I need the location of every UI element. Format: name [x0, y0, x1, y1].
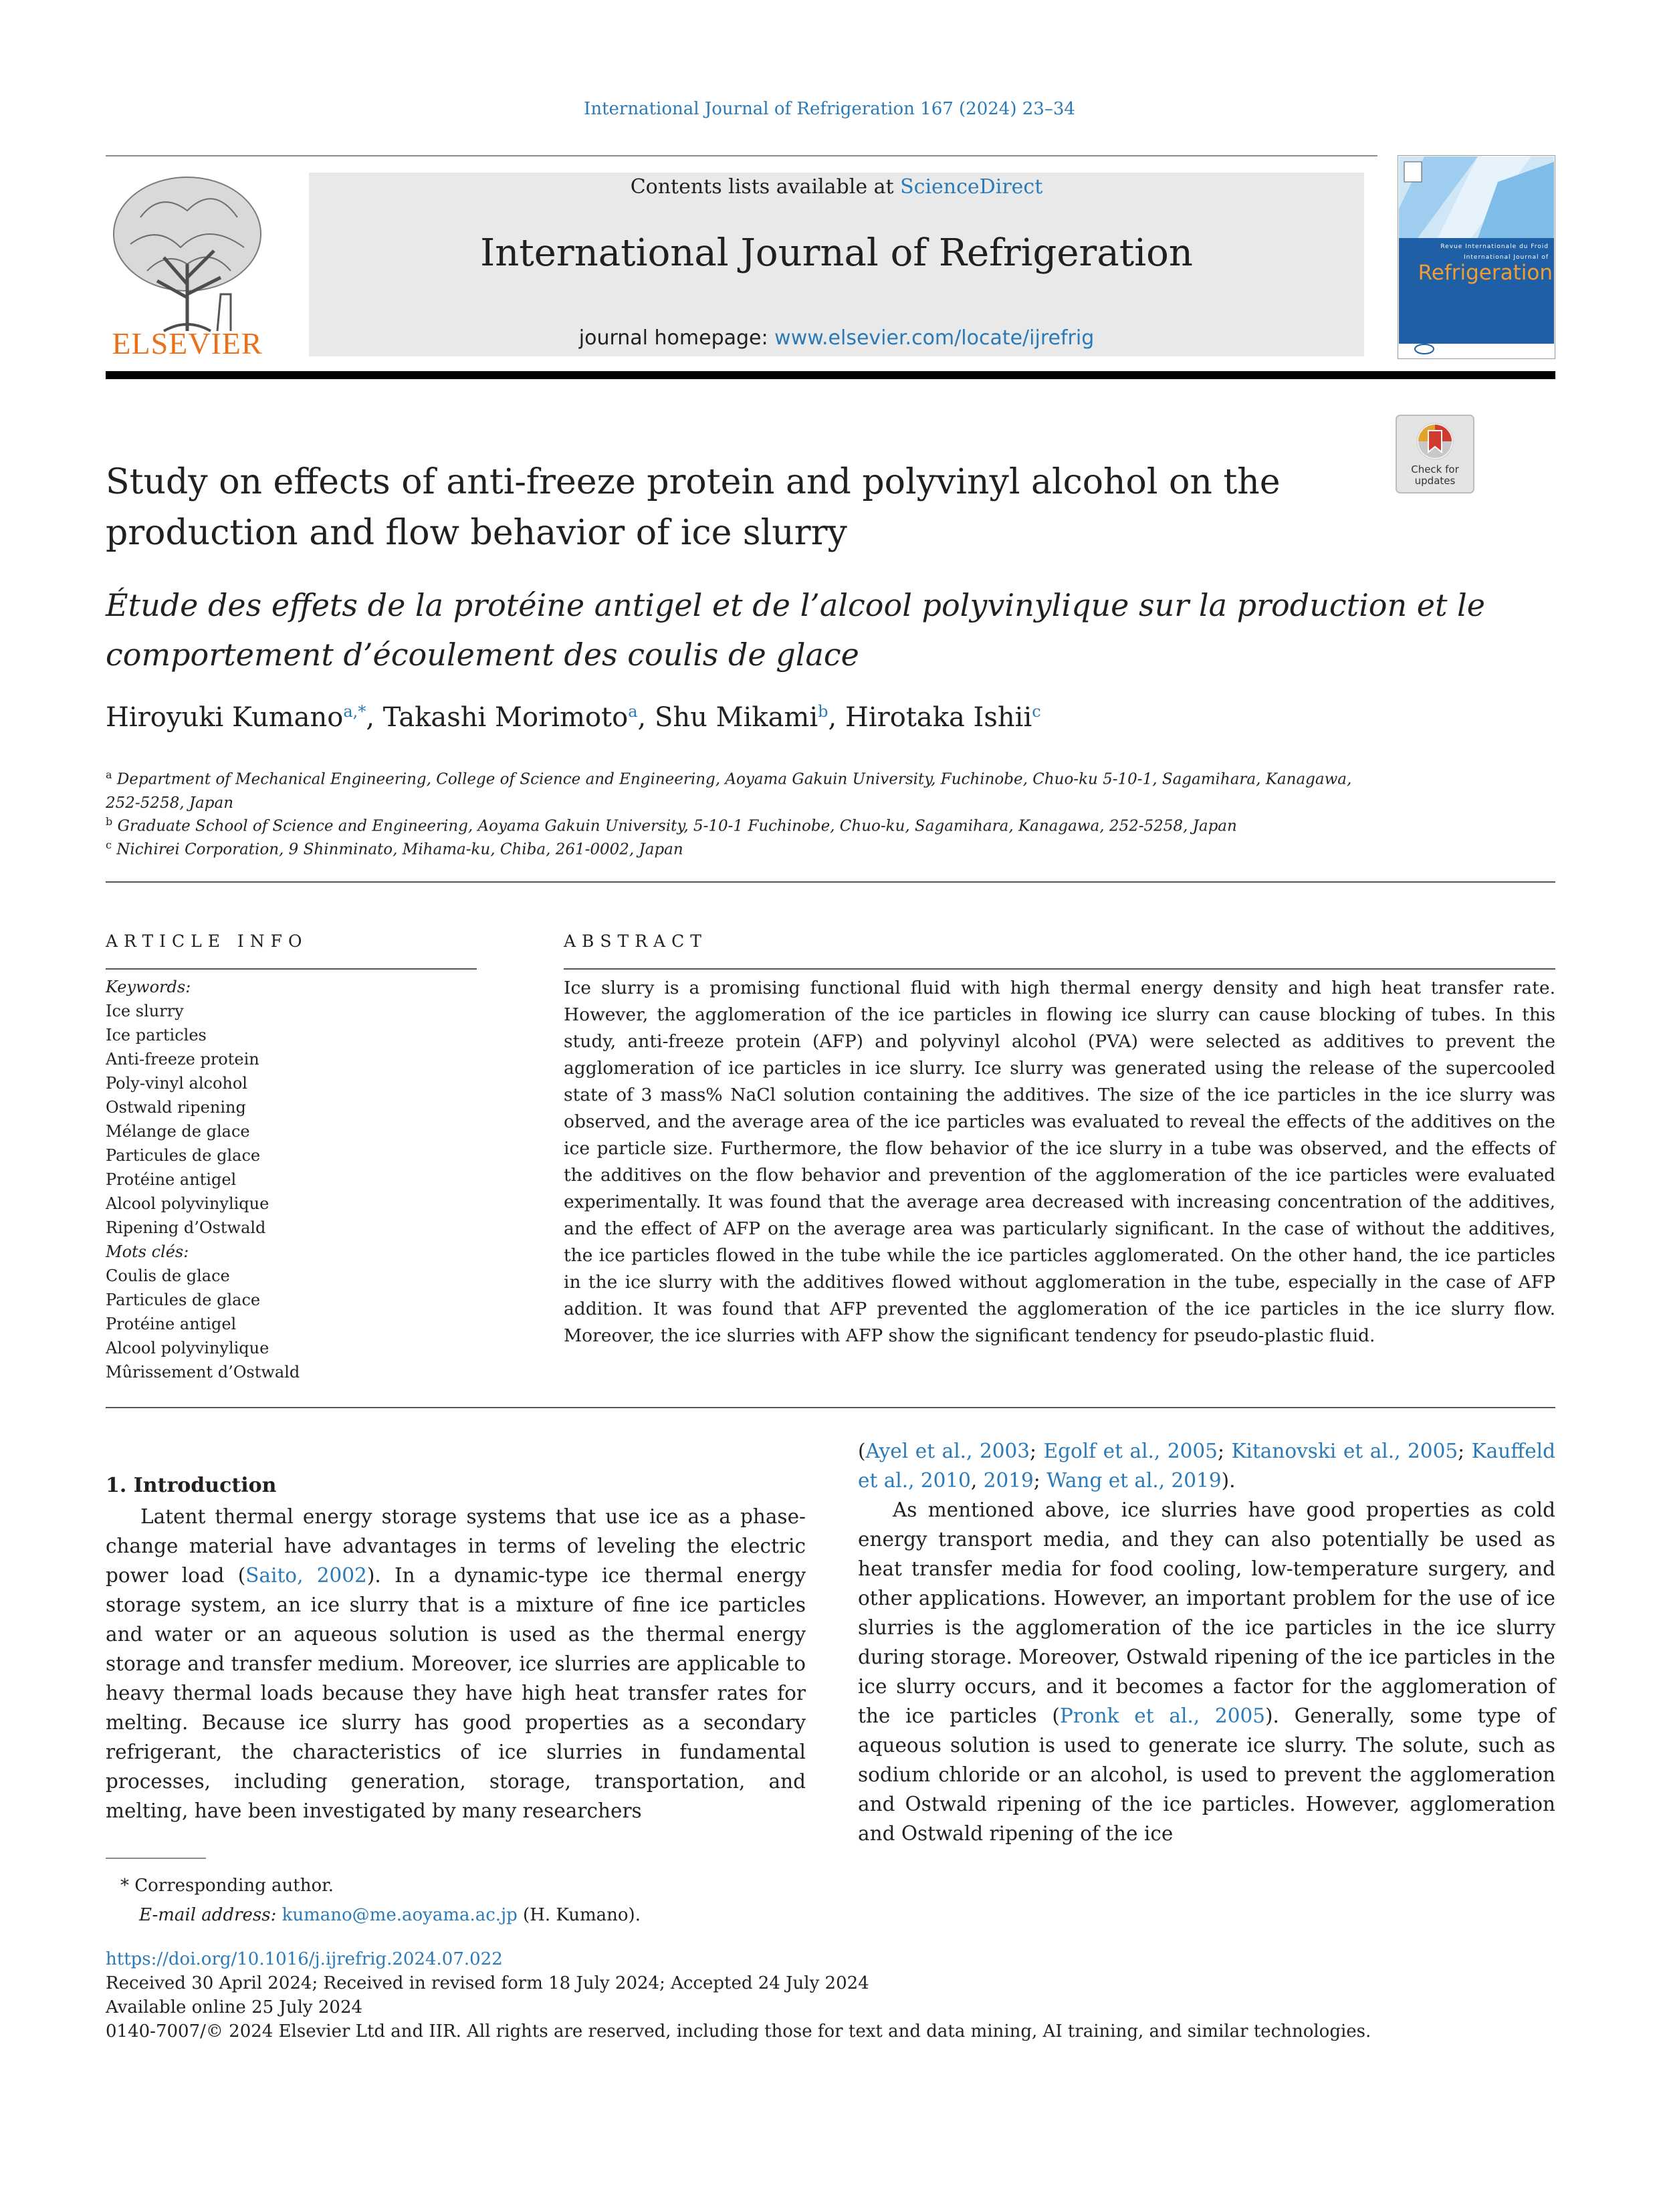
author-name[interactable]: Shu Mikami [654, 702, 818, 733]
section-heading-introduction: 1. Introduction [106, 1474, 277, 1497]
abstract-heading: ABSTRACT [564, 931, 707, 951]
author-name[interactable]: Hiroyuki Kumano [106, 702, 344, 733]
copyright-line: 0140-7007/© 2024 Elsevier Ltd and IIR. All rights are reserved, including those for text and data mining, AI training, and similar technologies. [106, 2021, 1371, 2041]
mot-cle: Alcool polyvinylique [106, 1339, 269, 1357]
author-affiliation-mark[interactable]: a [628, 702, 638, 721]
homepage-line [309, 326, 1364, 350]
abstract-rule [564, 968, 1555, 970]
email-owner: (H. Kumano). [523, 1905, 641, 1925]
keywords-block [106, 975, 480, 1384]
cover-subtitle: Revue Internationale du Froid [1440, 243, 1549, 250]
available-online: Available online 25 July 2024 [106, 1997, 363, 2017]
elsevier-wordmark: ELSEVIER [112, 326, 263, 360]
sciencedirect-link[interactable]: ScienceDirect [900, 175, 1043, 199]
citation-link[interactable]: Kauffeld et al., 2010 [858, 1440, 1556, 1492]
keyword: Particules de glace [106, 1146, 261, 1165]
mot-cle: Mûrissement d’Ostwald [106, 1363, 300, 1381]
corresponding-label: Corresponding author. [134, 1876, 334, 1896]
journal-homepage-link[interactable]: www.elsevier.com/locate/ijrefrig [774, 326, 1095, 350]
article-title: Study on effects of anti-freeze protein and polyvinyl alcohol on the production and flow behavior of ice slurry [106, 462, 1281, 553]
paragraph-text: ; [1030, 1440, 1044, 1462]
citation-link[interactable]: Kitanovski et al., 2005 [1231, 1440, 1458, 1462]
keyword: Mélange de glace [106, 1122, 250, 1141]
journal-masthead [309, 173, 1364, 356]
citation-link[interactable]: 2019 [983, 1469, 1034, 1492]
keyword: Protéine antigel [106, 1170, 237, 1189]
top-divider [106, 155, 1377, 156]
intro-paragraph-1-continued [858, 1436, 1555, 1495]
abstract-divider [106, 1407, 1555, 1408]
article-footer [106, 1947, 1371, 2043]
intro-paragraph-2 [858, 1495, 1555, 1848]
paragraph-text: ). In a dynamic-type ice thermal energy storage system, an ice slurry that is a mixture of fine ice particles and water or an aqueous solution is used as the thermal energy storage and transfer medium. Moreover, ice slurries are applicable to heavy thermal loads because they have high heat transfer rates for melting. Because ice slurry has good properties as a secondary refrigerant, the characteristics of ice slurries in fundamental processes, including generation, storage, transportation, and melting, have been investigated by many researchers [106, 1564, 806, 1822]
paragraph-text: ). Generally, some type of aqueous solution is used to generate ice slurry. The solute, such as sodium chloride or an alcohol, is used to prevent the agglomeration and Ostwald ripening of the ice particles. However, agglomeration and Ostwald ripening of the ice [858, 1704, 1555, 1845]
contents-line [309, 175, 1364, 199]
contents-prefix: Contents lists available at [630, 175, 901, 199]
body-column-left [106, 1502, 806, 1826]
french-title: Étude des effets de la protéine antigel et de l’alcool polyvinylique sur la production et le comportement d’écoulement des coulis de glace [106, 587, 1485, 673]
citation-link[interactable]: Pronk et al., 2005 [1059, 1704, 1265, 1727]
keyword: Ostwald ripening [106, 1098, 246, 1117]
affiliation-a [106, 763, 1363, 815]
affiliation-c [106, 833, 1363, 862]
asterisk-mark: * [120, 1876, 135, 1896]
mot-cle: Protéine antigel [106, 1315, 237, 1333]
keyword: Ripening d’Ostwald [106, 1218, 266, 1237]
cover-subtitle-2: International Journal of [1464, 254, 1549, 261]
paragraph-text: ). [1221, 1469, 1236, 1492]
abstract-text: Ice slurry is a promising functional fluid with high thermal energy density and high heat transfer rate. However, the agglomeration of the ice particles in flowing ice slurry can cause blocking of tubes. In this study, anti-freeze protein (AFP) and polyvinyl alcohol (PVA) were selected as additives to prevent the agglomeration of ice particles in ice slurry. Ice slurry was generated using the release of the supercooled state of 3 mass% NaCl solution containing the additives. The size of the ice particles in the ice slurry was observed, and the average area of the ice particles was evaluated to reveal the effects of the additives on the ice particle size. Furthermore, the flow behavior of the ice slurry in a tube was observed, and the effects of the additives on the flow behavior and prevention of the agglomeration of the ice particles were evaluated experimentally. It was found that the average area decreased with increasing concentration of the additives, and the effect of AFP on the average area was particularly significant. In the case of without the additives, the ice particles flowed in the tube while the ice particles agglomerated. On the other hand, the ice particles in the ice slurry with the additives flowed without agglomeration in the tube, especially in the case of AFP addition. It was found that AFP prevented the agglomeration of the ice particles in the ice slurry flow. Moreover, the ice slurries with AFP show the significant tendency for pseudo-plastic fluid. [564, 978, 1555, 1346]
citation-link[interactable]: Ayel et al., 2003 [865, 1440, 1030, 1462]
body-column-right [858, 1436, 1555, 1848]
affiliation-text: Department of Mechanical Engineering, College of Science and Engineering, Aoyama Gakuin University, Fuchinobe, Chuo-ku 5-10-1, Sagamihara, Kanagawa, 252-5258, Japan [106, 770, 1352, 812]
footnote-line [120, 1900, 641, 1930]
footnote-rule [106, 1858, 206, 1859]
affiliation-label: b [106, 815, 113, 828]
paragraph-text: ; [1458, 1440, 1472, 1462]
author-affiliation-mark[interactable]: a,* [343, 702, 366, 721]
paragraph-text: ( [858, 1440, 866, 1462]
title-block-divider [106, 881, 1555, 883]
mot-cle: Particules de glace [106, 1291, 261, 1309]
paragraph-text: ; [1033, 1469, 1047, 1492]
journal-name: International Journal of Refrigeration [480, 231, 1193, 275]
article-info-rule [106, 968, 477, 970]
affiliation-text: Graduate School of Science and Engineering, Aoyama Gakuin University, 5-10-1 Fuchinobe, Chuo-ku, Sagamihara, Kanagawa, 252-5258, Japan [117, 817, 1237, 835]
author-name[interactable]: Takashi Morimoto [382, 702, 629, 733]
homepage-prefix: journal homepage: [578, 326, 775, 350]
author-affiliation-mark[interactable]: c [1032, 702, 1041, 721]
masthead-thick-rule [106, 371, 1555, 379]
paragraph-text: , [970, 1469, 984, 1492]
citation-link[interactable]: Saito, 2002 [245, 1564, 367, 1587]
footnote-line [120, 1871, 641, 1900]
keyword: Anti-freeze protein [106, 1050, 259, 1069]
mot-cle: Coulis de glace [106, 1266, 230, 1285]
keyword: Ice slurry [106, 1002, 184, 1020]
citation-link[interactable]: Wang et al., 2019 [1046, 1469, 1222, 1492]
keywords-label: Keywords: [106, 978, 191, 996]
paragraph-text: Latent thermal energy storage systems that use ice as a phase-change material have advantages in terms of leveling the electric power load ( [106, 1505, 806, 1587]
author-affiliation-mark[interactable]: b [818, 702, 828, 721]
keyword: Poly-vinyl alcohol [106, 1074, 247, 1093]
author-name[interactable]: Hirotaka Ishii [845, 702, 1032, 733]
corresponding-author-footnote [120, 1871, 641, 1930]
check-for-updates-label: Check for updates [1411, 463, 1459, 487]
paragraph-text: ; [1217, 1440, 1232, 1462]
paragraph-text: As mentioned above, ice slurries have good properties as cold energy transport media, and they can also potentially be used as heat transfer media for food cooling, low-temperature surgery, and other applications. However, an important problem for the use of ice slurries is the agglomeration of the ice particles in the ice slurry during storage. Moreover, Ostwald ripening of the ice particles in the ice slurry occurs, and it becomes a factor for the agglomeration of the ice particles ( [858, 1499, 1555, 1727]
email-label: E-mail address: [139, 1905, 277, 1925]
mots-cles-label: Mots clés: [106, 1242, 189, 1261]
check-for-updates-button[interactable] [1396, 415, 1474, 493]
affiliation-text: Nichirei Corporation, 9 Shinminato, Mihama-ku, Chiba, 261-0002, Japan [116, 841, 683, 859]
keyword: Ice particles [106, 1026, 207, 1044]
citation-link[interactable]: Egolf et al., 2005 [1043, 1440, 1218, 1462]
received-dates: Received 30 April 2024; Received in revised form 18 July 2024; Accepted 24 July 2024 [106, 1973, 869, 1993]
author-list: Hiroyuki Kumano$^{a,*}$, Takashi Morimoto$^a$, Shu Mikami$^b$, Hirotaka Ishii$^c$ [106, 702, 1041, 733]
running-head[interactable]: International Journal of Refrigeration 167 (2024) 23–34 [584, 99, 1075, 119]
intro-paragraph-1 [106, 1502, 806, 1826]
email-link[interactable]: kumano@me.aoyama.ac.jp [282, 1905, 518, 1925]
affiliation-label: c [106, 839, 112, 851]
keyword: Alcool polyvinylique [106, 1194, 269, 1213]
doi-link[interactable]: https://doi.org/10.1016/j.ijrefrig.2024.07.022 [106, 1949, 503, 1969]
article-info-heading: ARTICLE INFO [106, 931, 308, 951]
journal-cover-thumbnail[interactable] [1398, 155, 1555, 359]
affiliation-label: a [106, 768, 112, 781]
elsevier-logo[interactable] [100, 171, 274, 361]
cover-title: Refrigeration [1418, 261, 1553, 285]
